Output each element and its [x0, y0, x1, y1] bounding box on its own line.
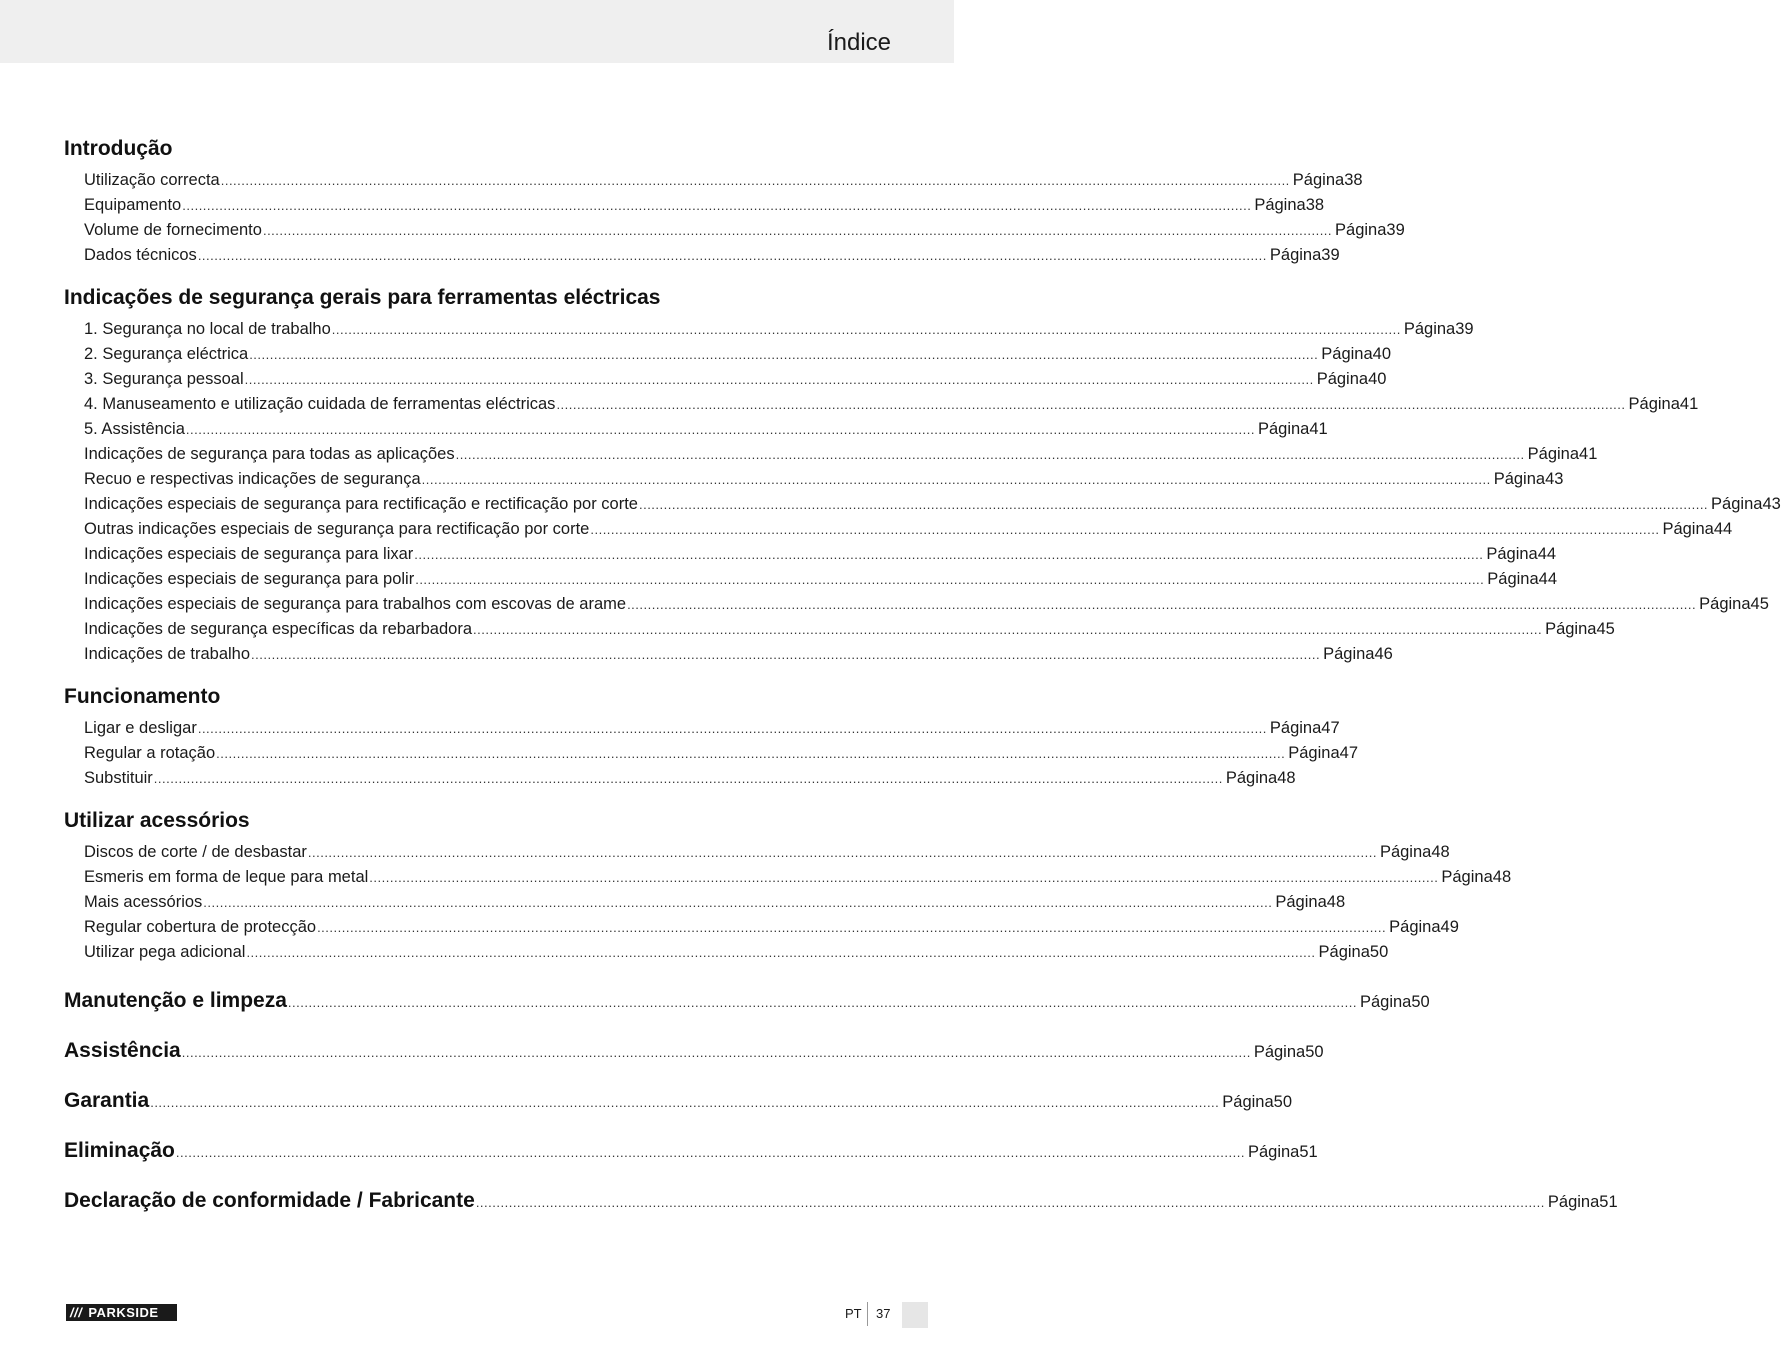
dot-leader: .................................................................................................................................................................................................................................................................... — [249, 347, 1319, 362]
parkside-logo — [66, 1304, 177, 1321]
page-word: Página — [1662, 520, 1714, 538]
page-word: Página — [1628, 395, 1680, 413]
page-word: Página — [1253, 1043, 1306, 1061]
toc-section — [64, 678, 1358, 791]
toc-entry[interactable] — [64, 741, 1358, 766]
section-gap — [64, 791, 890, 802]
toc-entry-label: Mais acessórios — [84, 893, 203, 911]
page-word: Página — [1527, 445, 1580, 463]
page-word: Página — [1288, 744, 1340, 762]
toc-main-entry-page: 51 — [1599, 1193, 1618, 1211]
toc-entry-page: 39 — [1321, 246, 1340, 264]
dot-leader: .................................................................................................................................................................................................................................................................... — [181, 1045, 1251, 1060]
toc-entry-page: 38 — [1305, 196, 1325, 214]
toc-entry[interactable] — [64, 940, 1389, 965]
dot-leader: .................................................................................................................................................................................................................................................................... — [455, 447, 1525, 462]
page-word: Página — [1247, 1143, 1300, 1161]
dot-leader: .................................................................................................................................................................................................................................................................... — [475, 1195, 1545, 1210]
footer-tab-marker — [902, 1302, 928, 1328]
toc-main-entry-page: 50 — [1411, 993, 1430, 1011]
section-gap — [64, 667, 890, 678]
dot-leader: .................................................................................................................................................................................................................................................................... — [244, 372, 1314, 387]
toc-entry-label: Ligar e desligar — [84, 719, 197, 737]
table-of-contents — [64, 130, 1781, 1226]
page-word: Página — [1547, 1193, 1600, 1211]
toc-main-entry[interactable] — [64, 1076, 1293, 1126]
toc-entry-page: 44 — [1537, 545, 1557, 563]
toc-entry-label: Indicações de segurança para todas as aplicações — [84, 445, 455, 463]
toc-entry-label: Indicações de segurança específicas da rebarbadora — [84, 620, 472, 638]
page-word: Página — [1225, 769, 1278, 787]
dot-leader: .................................................................................................................................................................................................................................................................... — [150, 1095, 1220, 1110]
dot-leader: .................................................................................................................................................................................................................................................................... — [251, 647, 1321, 662]
dot-leader: .................................................................................................................................................................................................................................................................... — [556, 397, 1626, 412]
section-heading: Utilizar acessórios — [64, 809, 250, 832]
toc-entry-label: Utilização correcta — [84, 171, 220, 189]
toc-entry-label: 2. Segurança eléctrica — [84, 345, 249, 363]
toc-main-entry[interactable] — [64, 976, 1430, 1026]
page-word: Página — [1403, 320, 1456, 338]
toc-main-entry-label: Declaração de conformidade / Fabricante — [64, 1189, 475, 1212]
section-heading: Introdução — [64, 137, 173, 160]
toc-entry-page: 49 — [1440, 918, 1459, 936]
page-word: Página — [1222, 1093, 1274, 1111]
header-band — [0, 0, 954, 63]
dot-leader: .................................................................................................................................................................................................................................................................... — [317, 920, 1387, 935]
toc-entry-page: 48 — [1492, 868, 1512, 886]
toc-entry-page: 47 — [1339, 744, 1358, 762]
page-word: Página — [1316, 370, 1369, 388]
toc-main-entry-label: Garantia — [64, 1089, 150, 1112]
toc-entry[interactable] — [64, 467, 1564, 492]
section-gap — [64, 268, 890, 279]
dot-leader: .................................................................................................................................................................................................................................................................... — [197, 721, 1267, 736]
toc-main-entry[interactable] — [64, 1026, 1324, 1076]
page-word: Página — [1711, 495, 1763, 513]
page-word: Página — [1269, 246, 1322, 264]
toc-entry[interactable] — [64, 642, 1393, 667]
toc-entry[interactable] — [64, 442, 1598, 467]
toc-entry[interactable] — [64, 392, 1699, 417]
toc-entry[interactable] — [64, 542, 1557, 567]
toc-entry-page: 39 — [1455, 320, 1474, 338]
toc-main-entry-page: 50 — [1273, 1093, 1293, 1111]
toc-entry-label: Indicações especiais de segurança para polir — [84, 570, 415, 588]
toc-entry[interactable] — [64, 492, 1781, 517]
section-heading: Funcionamento — [64, 685, 221, 708]
toc-entry-label: 3. Segurança pessoal — [84, 370, 244, 388]
toc-entry[interactable] — [64, 417, 1328, 442]
page-word: Página — [1379, 843, 1432, 861]
dot-leader: .................................................................................................................................................................................................................................................................... — [246, 945, 1316, 960]
dot-leader: .................................................................................................................................................................................................................................................................... — [421, 472, 1491, 487]
page-word: Página — [1486, 545, 1538, 563]
toc-section — [64, 279, 1781, 667]
dot-leader: .................................................................................................................................................................................................................................................................... — [414, 547, 1484, 562]
toc-entry-page: 43 — [1762, 495, 1781, 513]
toc-entry-page: 39 — [1386, 221, 1405, 239]
toc-entry-label: Utilizar pega adicional — [84, 943, 246, 961]
toc-entry-label: Equipamento — [84, 196, 182, 214]
toc-entry-page: 45 — [1596, 620, 1615, 638]
dot-leader: .................................................................................................................................................................................................................................................................... — [638, 497, 1709, 512]
dot-leader: .................................................................................................................................................................................................................................................................... — [307, 845, 1377, 860]
section-heading: Indicações de segurança gerais para ferramentas eléctricas — [64, 286, 661, 309]
dot-leader: .................................................................................................................................................................................................................................................................... — [415, 572, 1485, 587]
page-word: Página — [1493, 470, 1546, 488]
toc-entry[interactable] — [64, 840, 1450, 865]
toc-entry-label: Esmeris em forma de leque para metal — [84, 868, 369, 886]
toc-entry-page: 40 — [1368, 370, 1387, 388]
toc-entry[interactable] — [64, 865, 1512, 890]
logo-brand-text: PARKSIDE — [88, 1305, 159, 1320]
toc-entry[interactable] — [64, 567, 1558, 592]
page-word: Página — [1321, 345, 1373, 363]
page-word: Página — [1254, 196, 1306, 214]
toc-entry-label: Outras indicações especiais de segurança para rectificação por corte — [84, 520, 590, 538]
toc-entry-label: Indicações especiais de segurança para lixar — [84, 545, 414, 563]
toc-section — [64, 130, 1405, 268]
page-word: Página — [1699, 595, 1751, 613]
dot-leader: .................................................................................................................................................................................................................................................................... — [175, 1145, 1245, 1160]
toc-entry[interactable] — [64, 890, 1346, 915]
toc-entry-page: 41 — [1679, 395, 1699, 413]
toc-entry-page: 40 — [1372, 345, 1392, 363]
toc-entry-label: Regular a rotação — [84, 744, 216, 762]
toc-entry-label: Regular cobertura de protecção — [84, 918, 317, 936]
toc-entry[interactable] — [64, 592, 1769, 617]
toc-entry-page: 47 — [1321, 719, 1340, 737]
toc-entry-label: Indicações especiais de segurança para trabalhos com escovas de arame — [84, 595, 627, 613]
toc-entry[interactable] — [64, 517, 1733, 542]
toc-entry[interactable] — [64, 168, 1363, 193]
page-word: Página — [1275, 893, 1327, 911]
dot-leader: .................................................................................................................................................................................................................................................................... — [203, 895, 1273, 910]
toc-entry-label: Dados técnicos — [84, 246, 197, 264]
toc-entry-page: 38 — [1344, 171, 1363, 189]
toc-entry-label: 1. Segurança no local de trabalho — [84, 320, 331, 338]
toc-entry[interactable] — [64, 617, 1615, 642]
dot-leader: .................................................................................................................................................................................................................................................................... — [369, 870, 1439, 885]
toc-main-entry-label: Eliminação — [64, 1139, 175, 1162]
toc-entry-label: Volume de fornecimento — [84, 221, 262, 239]
page-word: Página — [1269, 719, 1322, 737]
page-word: Página — [1257, 420, 1310, 438]
toc-entry-label: Indicações especiais de segurança para rectificação e rectificação por corte — [84, 495, 638, 513]
dot-leader: .................................................................................................................................................................................................................................................................... — [287, 995, 1357, 1010]
dot-leader: .................................................................................................................................................................................................................................................................... — [216, 746, 1286, 761]
toc-main-entry-page: 50 — [1305, 1043, 1324, 1061]
page-word: Página — [1389, 918, 1441, 936]
toc-entry-label: Indicações de trabalho — [84, 645, 251, 663]
dot-leader: .................................................................................................................................................................................................................................................................... — [153, 771, 1223, 786]
page-title: Índice — [826, 29, 891, 56]
page-word: Página — [1441, 868, 1493, 886]
toc-entry[interactable] — [64, 367, 1387, 392]
toc-entry[interactable] — [64, 193, 1325, 218]
toc-entry-label: 4. Manuseamento e utilização cuidada de ferramentas eléctricas — [84, 395, 556, 413]
toc-section — [64, 802, 1512, 965]
toc-entry-label: Recuo e respectivas indicações de segurança — [84, 470, 421, 488]
dot-leader: .................................................................................................................................................................................................................................................................... — [331, 322, 1401, 337]
page-word: Página — [1323, 645, 1375, 663]
toc-main-entry-label: Assistência — [64, 1039, 181, 1062]
toc-entry-page: 45 — [1750, 595, 1769, 613]
logo-slashes: /// — [70, 1305, 83, 1320]
toc-entry-label: Substituir — [84, 769, 153, 787]
toc-entry[interactable] — [64, 342, 1392, 367]
toc-entry[interactable] — [64, 716, 1340, 741]
dot-leader: .................................................................................................................................................................................................................................................................... — [262, 223, 1333, 238]
toc-entry-page: 48 — [1431, 843, 1450, 861]
toc-entry-label: Discos de corte / de desbastar — [84, 843, 307, 861]
toc-entry-page: 46 — [1374, 645, 1393, 663]
toc-entry-label: 5. Assistência — [84, 420, 185, 438]
dot-leader: .................................................................................................................................................................................................................................................................... — [627, 597, 1697, 612]
toc-main-entry[interactable] — [64, 1176, 1618, 1226]
dot-leader: .................................................................................................................................................................................................................................................................... — [473, 622, 1543, 637]
toc-main-entry-page: 51 — [1299, 1143, 1318, 1161]
dot-leader: .................................................................................................................................................................................................................................................................... — [185, 422, 1255, 437]
footer-page-number: 37 — [876, 1306, 891, 1321]
page-word: Página — [1292, 171, 1345, 189]
page-word: Página — [1487, 570, 1539, 588]
toc-entry-page: 48 — [1326, 893, 1346, 911]
footer-language: PT — [845, 1306, 862, 1321]
section-gap — [64, 965, 890, 976]
toc-entry-page: 41 — [1309, 420, 1328, 438]
toc-entry[interactable] — [64, 218, 1405, 243]
toc-entry-page: 50 — [1369, 943, 1389, 961]
toc-entry-page: 44 — [1713, 520, 1733, 538]
page-word: Página — [1318, 943, 1370, 961]
toc-entry[interactable] — [64, 317, 1474, 342]
page-word: Página — [1359, 993, 1412, 1011]
toc-main-entry[interactable] — [64, 1126, 1318, 1176]
dot-leader: .................................................................................................................................................................................................................................................................... — [197, 248, 1267, 263]
dot-leader: .................................................................................................................................................................................................................................................................... — [182, 198, 1252, 213]
toc-entry[interactable] — [64, 915, 1459, 940]
dot-leader: .................................................................................................................................................................................................................................................................... — [590, 522, 1660, 537]
footer-divider — [867, 1302, 868, 1326]
toc-entry-page: 43 — [1545, 470, 1564, 488]
dot-leader: .................................................................................................................................................................................................................................................................... — [220, 173, 1290, 188]
toc-entry-page: 44 — [1538, 570, 1558, 588]
page-word: Página — [1545, 620, 1597, 638]
toc-entry-page: 48 — [1277, 769, 1296, 787]
toc-entry-page: 41 — [1579, 445, 1598, 463]
toc-entry[interactable] — [64, 243, 1340, 268]
toc-entry[interactable] — [64, 766, 1296, 791]
page-word: Página — [1335, 221, 1387, 239]
toc-main-entry-label: Manutenção e limpeza — [64, 989, 287, 1012]
